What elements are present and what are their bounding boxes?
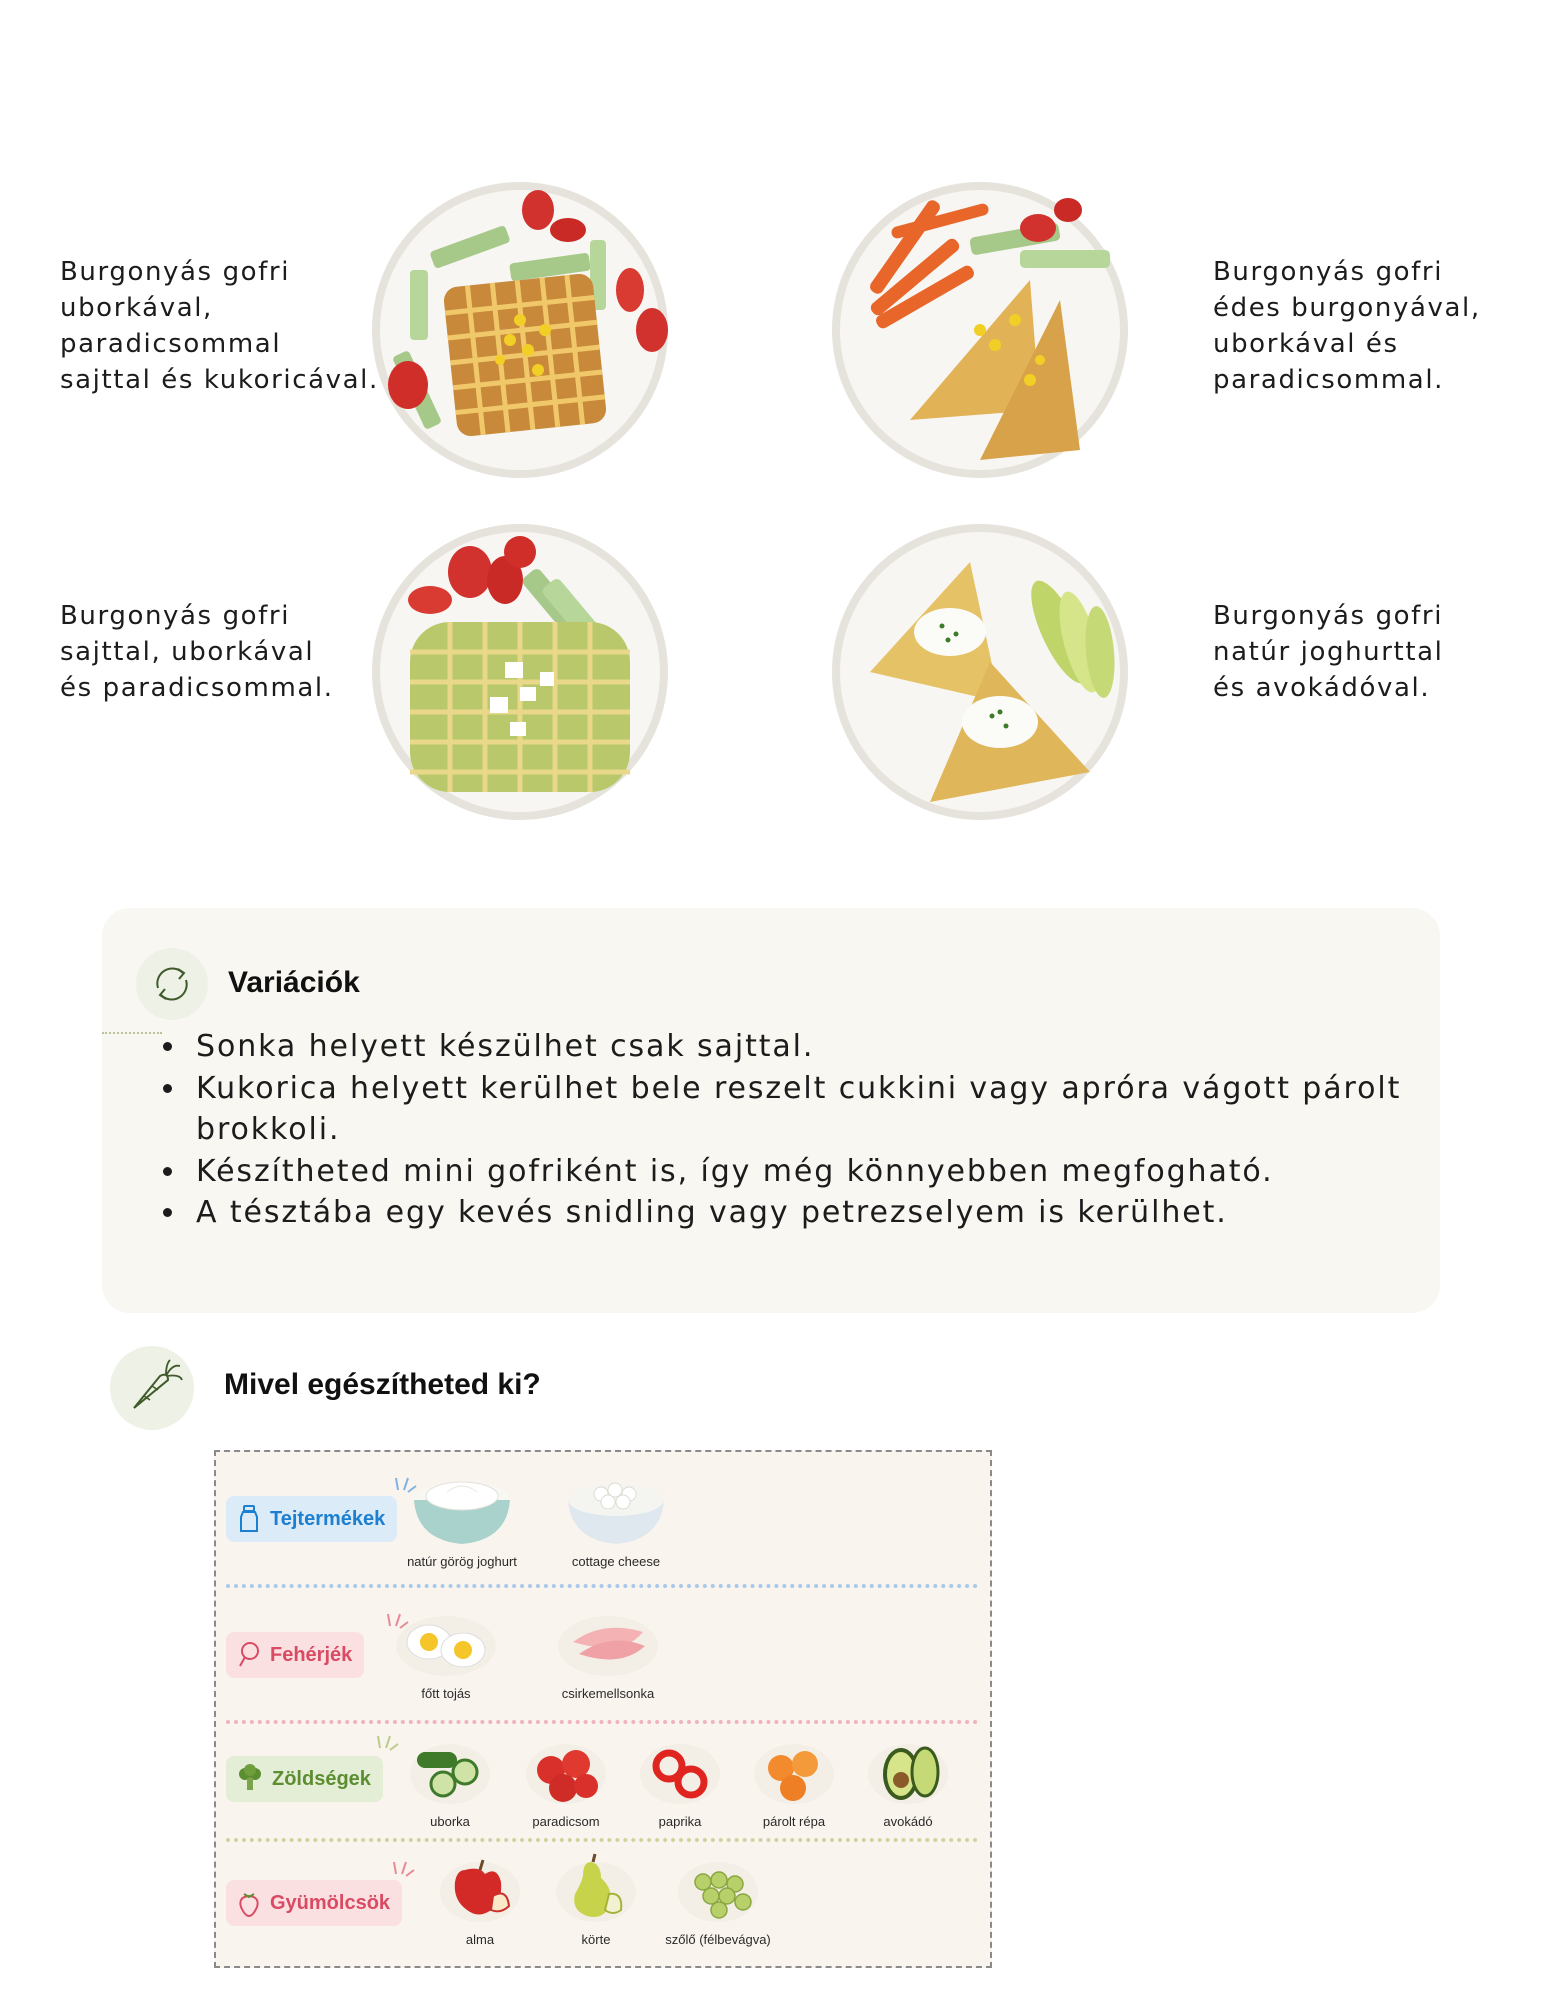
category-label: Fehérjék <box>270 1643 353 1666</box>
item-label: natúr görög joghurt <box>407 1554 517 1569</box>
item-label: csirkemellsonka <box>561 1686 655 1701</box>
item-greek-yogurt <box>392 1460 532 1569</box>
complements-panel <box>214 1450 992 1968</box>
category-fruits <box>226 1880 402 1926</box>
cottage-cheese-bowl-icon <box>561 1460 671 1550</box>
cucumber-icon <box>405 1730 495 1810</box>
variations-title: Variációk <box>228 966 360 999</box>
caption-mid-left: Burgonyás gofri sajttal, uborkával és paradicsommal. <box>60 601 334 703</box>
divider-blue <box>226 1584 978 1588</box>
item-boiled-egg <box>376 1602 516 1701</box>
item-label: uborka <box>430 1814 470 1829</box>
carrot-slices-icon <box>749 1730 839 1810</box>
refresh-icon <box>136 948 208 1020</box>
milk-bottle-icon <box>236 1504 262 1534</box>
grapes-icon <box>673 1848 763 1928</box>
item-grapes <box>648 1848 788 1947</box>
ham-slices-icon <box>553 1602 663 1682</box>
strawberry-icon <box>236 1888 262 1918</box>
item-chicken-ham <box>538 1602 678 1701</box>
item-pear <box>526 1848 666 1947</box>
item-label: paprika <box>658 1814 702 1829</box>
category-dairy <box>226 1496 397 1542</box>
list-item: • Készítheted mini gofriként is, így még könnyebben megfogható. <box>188 1151 1428 1193</box>
avocado-icon <box>863 1730 953 1810</box>
item-label: cottage cheese <box>571 1554 661 1569</box>
complements-title: Mivel egészítheted ki? <box>224 1368 541 1401</box>
item-label: körte <box>581 1932 611 1947</box>
item-avocado <box>838 1730 978 1829</box>
divider <box>102 1032 162 1034</box>
broccoli-icon <box>236 1764 264 1794</box>
carrot-icon <box>110 1346 194 1430</box>
waffle-plate-image-3 <box>370 522 670 822</box>
pepper-icon <box>635 1730 725 1810</box>
caption-top-right: Burgonyás gofri édes burgonyával, uborkával és paradicsommal. <box>1213 257 1481 395</box>
list-item: • Sonka helyett készülhet csak sajttal. <box>188 1026 1428 1068</box>
item-label: avokádó <box>883 1814 933 1829</box>
item-label: párolt répa <box>762 1814 826 1829</box>
category-vegetables <box>226 1756 383 1802</box>
waffle-plate-image-4 <box>830 522 1130 822</box>
item-label: alma <box>465 1932 495 1947</box>
divider-green <box>226 1838 978 1842</box>
variations-box <box>102 908 1440 1313</box>
category-label: Tejtermékek <box>270 1507 386 1530</box>
drumstick-icon <box>236 1640 262 1670</box>
category-label: Gyümölcsök <box>270 1891 391 1914</box>
caption-top-left: Burgonyás gofri uborkával, paradicsommal sajttal és kukoricával. <box>60 257 379 395</box>
item-label: szőlő (félbevágva) <box>665 1932 771 1947</box>
waffle-plate-image-2 <box>830 180 1130 480</box>
category-protein <box>226 1632 364 1678</box>
tomato-icon <box>521 1730 611 1810</box>
apple-icon <box>435 1848 525 1928</box>
variations-list <box>156 1026 1428 1234</box>
divider-pink <box>226 1720 978 1724</box>
category-label: Zöldségek <box>272 1767 371 1790</box>
caption-mid-right: Burgonyás gofri natúr joghurttal és avokádóval. <box>1213 601 1444 703</box>
pear-icon <box>551 1848 641 1928</box>
yogurt-bowl-icon <box>407 1460 517 1550</box>
item-cottage-cheese <box>546 1460 686 1569</box>
boiled-egg-icon <box>391 1602 501 1682</box>
waffle-plate-image-1 <box>370 180 670 480</box>
list-item: • Kukorica helyett kerülhet bele reszelt cukkini vagy apróra vágott párolt brokkoli. <box>188 1068 1428 1151</box>
item-label: paradicsom <box>532 1814 600 1829</box>
item-label: főtt tojás <box>421 1686 471 1701</box>
list-item: • A tésztába egy kevés snidling vagy petrezselyem is kerülhet. <box>188 1192 1428 1234</box>
